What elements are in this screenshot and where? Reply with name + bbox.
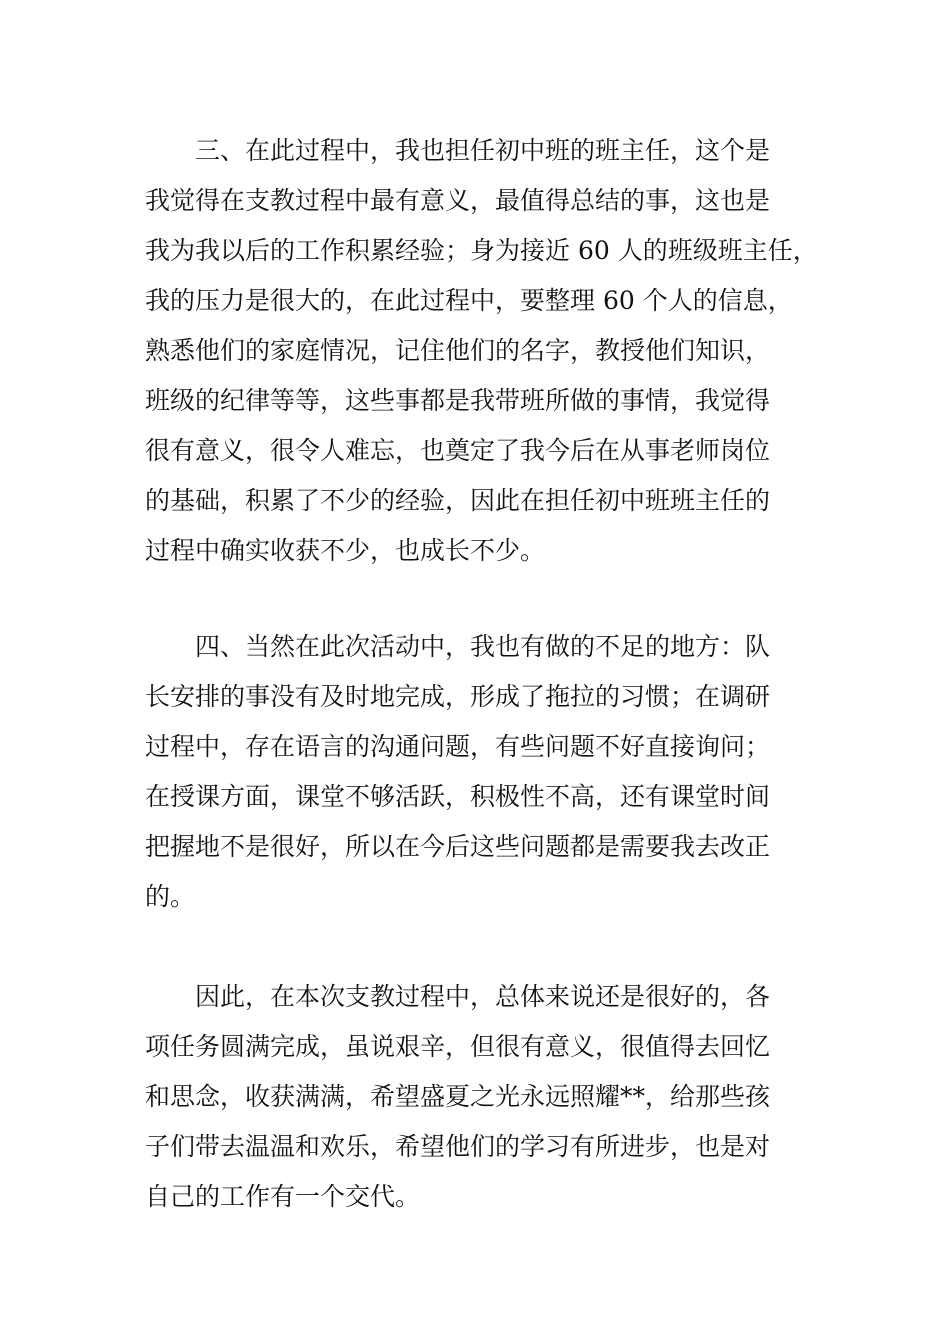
paragraph-line: 项任务圆满完成，虽说艰辛，但很有意义，很值得去回忆 bbox=[145, 1032, 771, 1061]
paragraph-line: 自己的工作有一个交代。 bbox=[145, 1182, 421, 1211]
paragraph-conclusion bbox=[145, 972, 770, 1222]
paragraph-line: 很有意义，很令人难忘，也奠定了我今后在从事老师岗位 bbox=[145, 436, 771, 465]
paragraph-line: 的。 bbox=[145, 882, 196, 911]
paragraph-line: 熟悉他们的家庭情况，记住他们的名字，教授他们知识， bbox=[145, 336, 771, 365]
paragraph-three bbox=[145, 126, 818, 576]
paragraph-line: 因此，在本次支教过程中，总体来说还是很好的，各 bbox=[195, 982, 771, 1011]
paragraph-line: 我为我以后的工作积累经验；身为接近 60 人的班级班主任， bbox=[145, 236, 818, 265]
paragraph-line: 三、在此过程中，我也担任初中班的班主任，这个是 bbox=[195, 136, 771, 165]
paragraph-line: 把握地不是很好，所以在今后这些问题都是需要我去改正 bbox=[145, 832, 771, 861]
paragraph-line: 和思念，收获满满，希望盛夏之光永远照耀**，给那些孩 bbox=[145, 1082, 771, 1111]
paragraph-line: 长安排的事没有及时地完成，形成了拖拉的习惯；在调研 bbox=[145, 682, 771, 711]
paragraph-line: 子们带去温温和欢乐，希望他们的学习有所进步，也是对 bbox=[145, 1132, 771, 1161]
paragraph-four bbox=[145, 622, 770, 922]
paragraph-line: 过程中确实收获不少，也成长不少。 bbox=[145, 536, 546, 565]
paragraph-line: 班级的纪律等等，这些事都是我带班所做的事情，我觉得 bbox=[145, 386, 771, 415]
paragraph-line: 在授课方面，课堂不够活跃，积极性不高，还有课堂时间 bbox=[145, 782, 771, 811]
paragraph-line: 过程中，存在语言的沟通问题，有些问题不好直接询问； bbox=[145, 732, 771, 761]
paragraph-line: 我觉得在支教过程中最有意义，最值得总结的事，这也是 bbox=[145, 186, 771, 215]
paragraph-line: 的基础，积累了不少的经验，因此在担任初中班班主任的 bbox=[145, 486, 771, 515]
paragraph-line: 我的压力是很大的，在此过程中，要整理 60 个人的信息， bbox=[145, 286, 793, 315]
paragraph-line: 四、当然在此次活动中，我也有做的不足的地方：队 bbox=[195, 632, 771, 661]
